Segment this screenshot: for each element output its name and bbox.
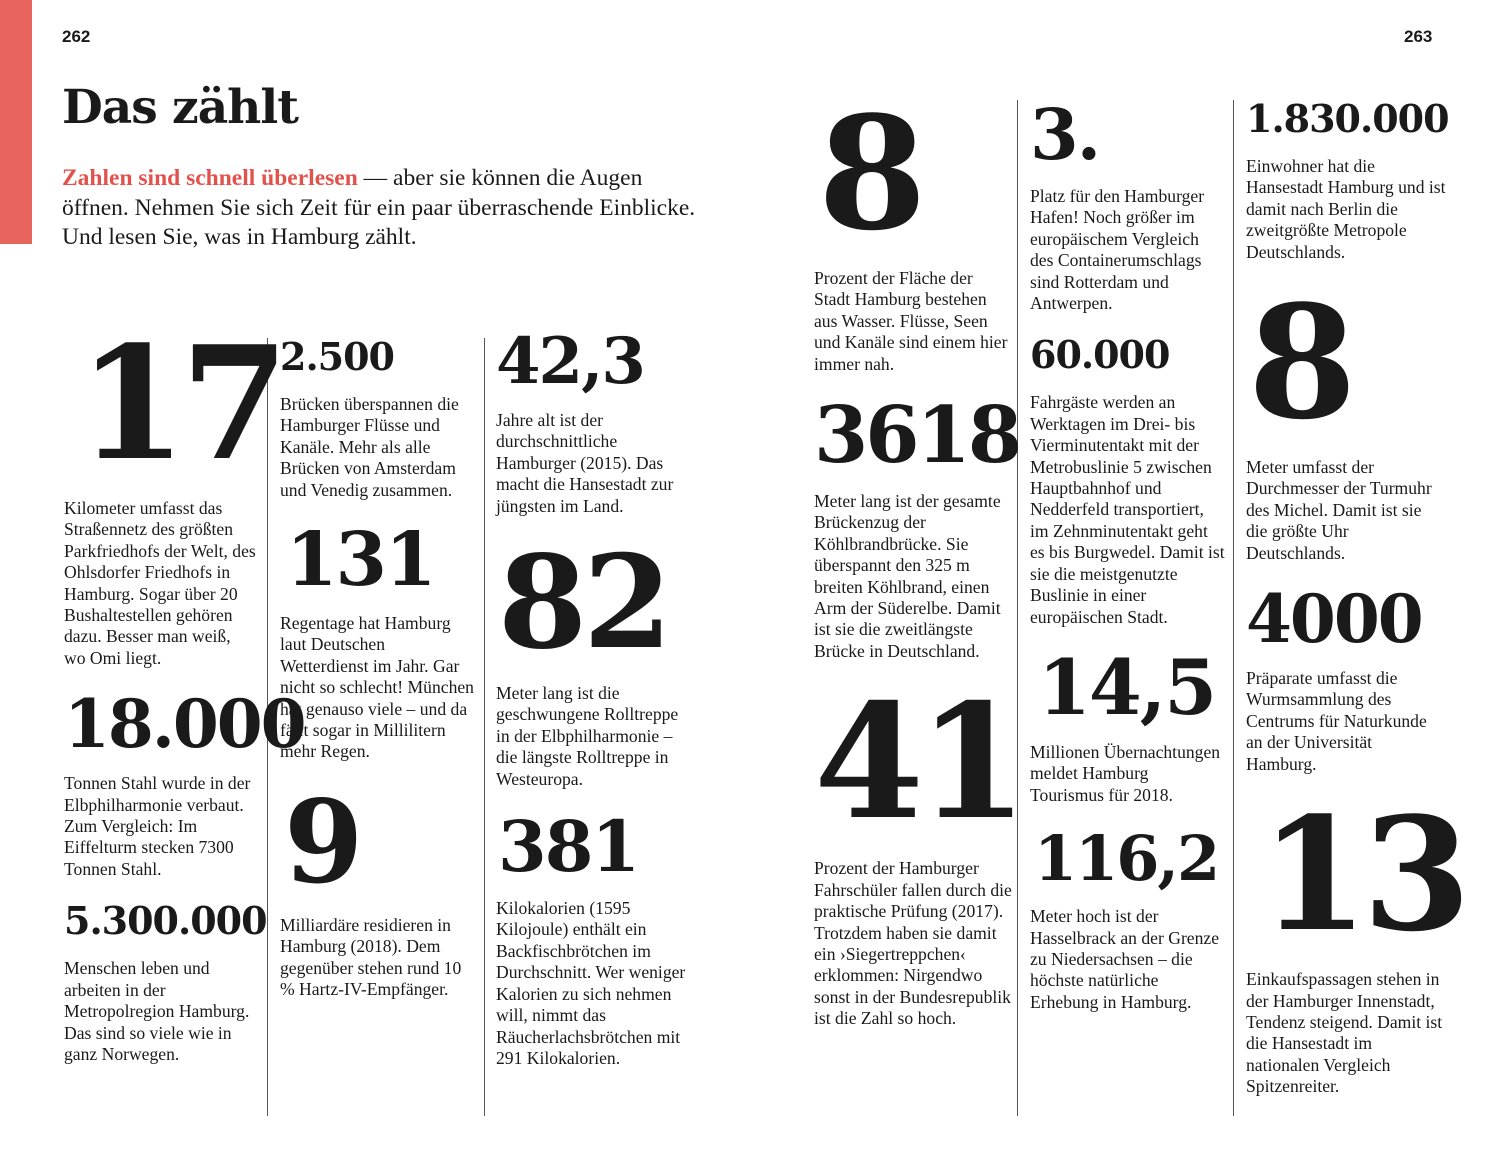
fact-number: 5.300.000 (64, 898, 267, 944)
intro-lead: Zahlen sind schnell überlesen (62, 165, 358, 191)
fact-number: 131 (286, 517, 435, 604)
accent-bar (0, 0, 32, 244)
fact-number: 3. (1030, 93, 1100, 176)
column-rule (1233, 100, 1234, 1116)
fact-text: Einwohner hat die Hansestadt Hamburg und ist damit nach Berlin die zweitgrößte Metropole Deutschlands. (1246, 156, 1446, 262)
page-title: Das zählt (62, 80, 298, 135)
fact-text: Tonnen Stahl wurde in der Elbphilharmonie verbaut. Zum Vergleich: Im Eiffelturm stecken 7300 Tonnen Stahl. (64, 773, 251, 879)
fact-column-6 (1246, 96, 1466, 1120)
fact-number: 1.830.000 (1246, 96, 1449, 141)
fact-number: 18.000 (64, 685, 305, 764)
fact-number: 3618 (814, 390, 1020, 482)
column-rule (1017, 100, 1018, 1116)
fact-column-5 (1030, 93, 1226, 1035)
fact-text: Milliardäre residieren in Hamburg (2018). Dem gegenüber stehen rund 10 % Hartz-IV-Empfänger. (280, 914, 462, 1000)
fact-text: Platz für den Hamburger Hafen! Noch größer im europäischem Vergleich des Containerumschlags sind Rotterdam und Antwerpen. (1030, 186, 1205, 314)
fact-number: 14,5 (1038, 642, 1216, 732)
fact-text: Kilokalorien (1595 Kilojoule) enthält ein Backfischbrötchen im Durchschnitt. Wer weniger Kalorien zu sich nehmen will, nimmt das Räucherlachsbrötchen mit 291 Kilokalorien. (496, 898, 686, 1068)
page-number-right: 263 (1404, 27, 1433, 46)
fact-text: Meter hoch ist der Hasselbrack an der Grenze zu Niedersachsen – die höchste natürliche Erhebung in Hamburg. (1030, 906, 1220, 1012)
fact-text: Einkaufspassagen stehen in der Hamburger Innenstadt, Tendenz steigend. Damit ist die Hansestadt im nationalen Vergleich Spitzenreiter. (1246, 969, 1443, 1097)
fact-text: Regentage hat Hamburg laut Deutschen Wetterdienst im Jahr. Gar nicht so schlecht! München hat genauso viele – und da fällt sogar in Millilitern mehr Regen. (280, 613, 474, 762)
fact-number: 4000 (1246, 580, 1422, 659)
fact-text: Kilometer umfasst das Straßennetz des größten Parkfriedhofs der Welt, des Ohlsdorfer Friedhofs in Hamburg. Sogar über 20 Bushaltestellen gehören dazu. Besser man weiß, wo Omi liegt. (64, 498, 256, 668)
fact-number: 9 (284, 774, 360, 909)
fact-column-2 (280, 334, 475, 1023)
fact-number: 41 (814, 670, 1022, 856)
fact-text: Jahre alt ist der durchschnittliche Hamburger (2015). Das macht die Hansestadt zur jüngsten im Land. (496, 410, 674, 516)
fact-text: Menschen leben und arbeiten in der Metropolregion Hamburg. Das sind so viele wie in ganz Norwegen. (64, 958, 250, 1064)
fact-number: 381 (498, 805, 639, 889)
fact-column-1 (64, 312, 305, 1087)
fact-number: 42,3 (496, 324, 644, 399)
fact-text: Fahrgäste werden an Werktagen im Drei- bis Vierminutentakt mit der Metrobuslinie 5 zwischen Hauptbahnhof und Nedderfeld transportiert, im Zehnminutentakt geht es bis Burgwedel. Damit ist sie die meistgenutzte Buslinie in einer europäischen Stadt. (1030, 392, 1225, 627)
fact-number: 17 (78, 312, 284, 495)
fact-number: 82 (498, 528, 669, 679)
fact-text: Meter lang ist der gesamte Brückenzug der Köhlbrandbrücke. Sie überspannt den 325 m breiten Köhlbrand, einen Arm der Süderelbe. Damit ist sie die zweitlängste Brücke in Deutschland. (814, 491, 1001, 661)
fact-number: 116,2 (1034, 822, 1219, 896)
column-rule (484, 338, 485, 1116)
fact-number: 8 (818, 82, 921, 265)
fact-number: 60.000 (1030, 332, 1170, 378)
fact-text: Präparate umfasst die Wurmsammlung des Centrums für Naturkunde an der Universität Hamburg. (1246, 668, 1427, 774)
fact-text: Brücken überspannen die Hamburger Flüsse und Kanäle. Mehr als alle Brücken von Amsterdam und Venedig zusammen. (280, 394, 459, 500)
fact-text: Meter umfasst der Durchmesser der Turmuhr des Michel. Damit ist sie die größte Uhr Deutschlands. (1246, 457, 1432, 563)
intro-paragraph (62, 164, 702, 253)
fact-column-3 (496, 324, 696, 1091)
fact-text: Prozent der Fläche der Stadt Hamburg bestehen aus Wasser. Flüsse, Seen und Kanäle sind einem hier immer nah. (814, 268, 1008, 374)
intro-text: — aber sie können die Augen öffnen. Nehmen Sie sich Zeit für ein paar überraschende Einblicke. Und lesen Sie, was in Hamburg zählt. (62, 165, 696, 250)
fact-number: 8 (1248, 271, 1351, 455)
page-number-left: 262 (62, 27, 91, 46)
fact-number: 13 (1260, 783, 1466, 967)
fact-text: Prozent der Hamburger Fahrschüler fallen durch die praktische Prüfung (2017). Trotzdem haben sie damit ein ›Siegertreppchen‹ erklommen: Nirgendwo sonst in der Bundesrepublik ist die Zahl so hoch. (814, 858, 1012, 1029)
fact-text: Millionen Übernachtungen meldet Hamburg Tourismus für 2018. (1030, 741, 1221, 805)
fact-column-4 (814, 82, 1022, 1052)
fact-text: Meter lang ist die geschwungene Rolltreppe in der Elbphilharmonie – die längste Rolltreppe in Westeuropa. (496, 683, 679, 789)
fact-number: 2.500 (280, 334, 394, 379)
